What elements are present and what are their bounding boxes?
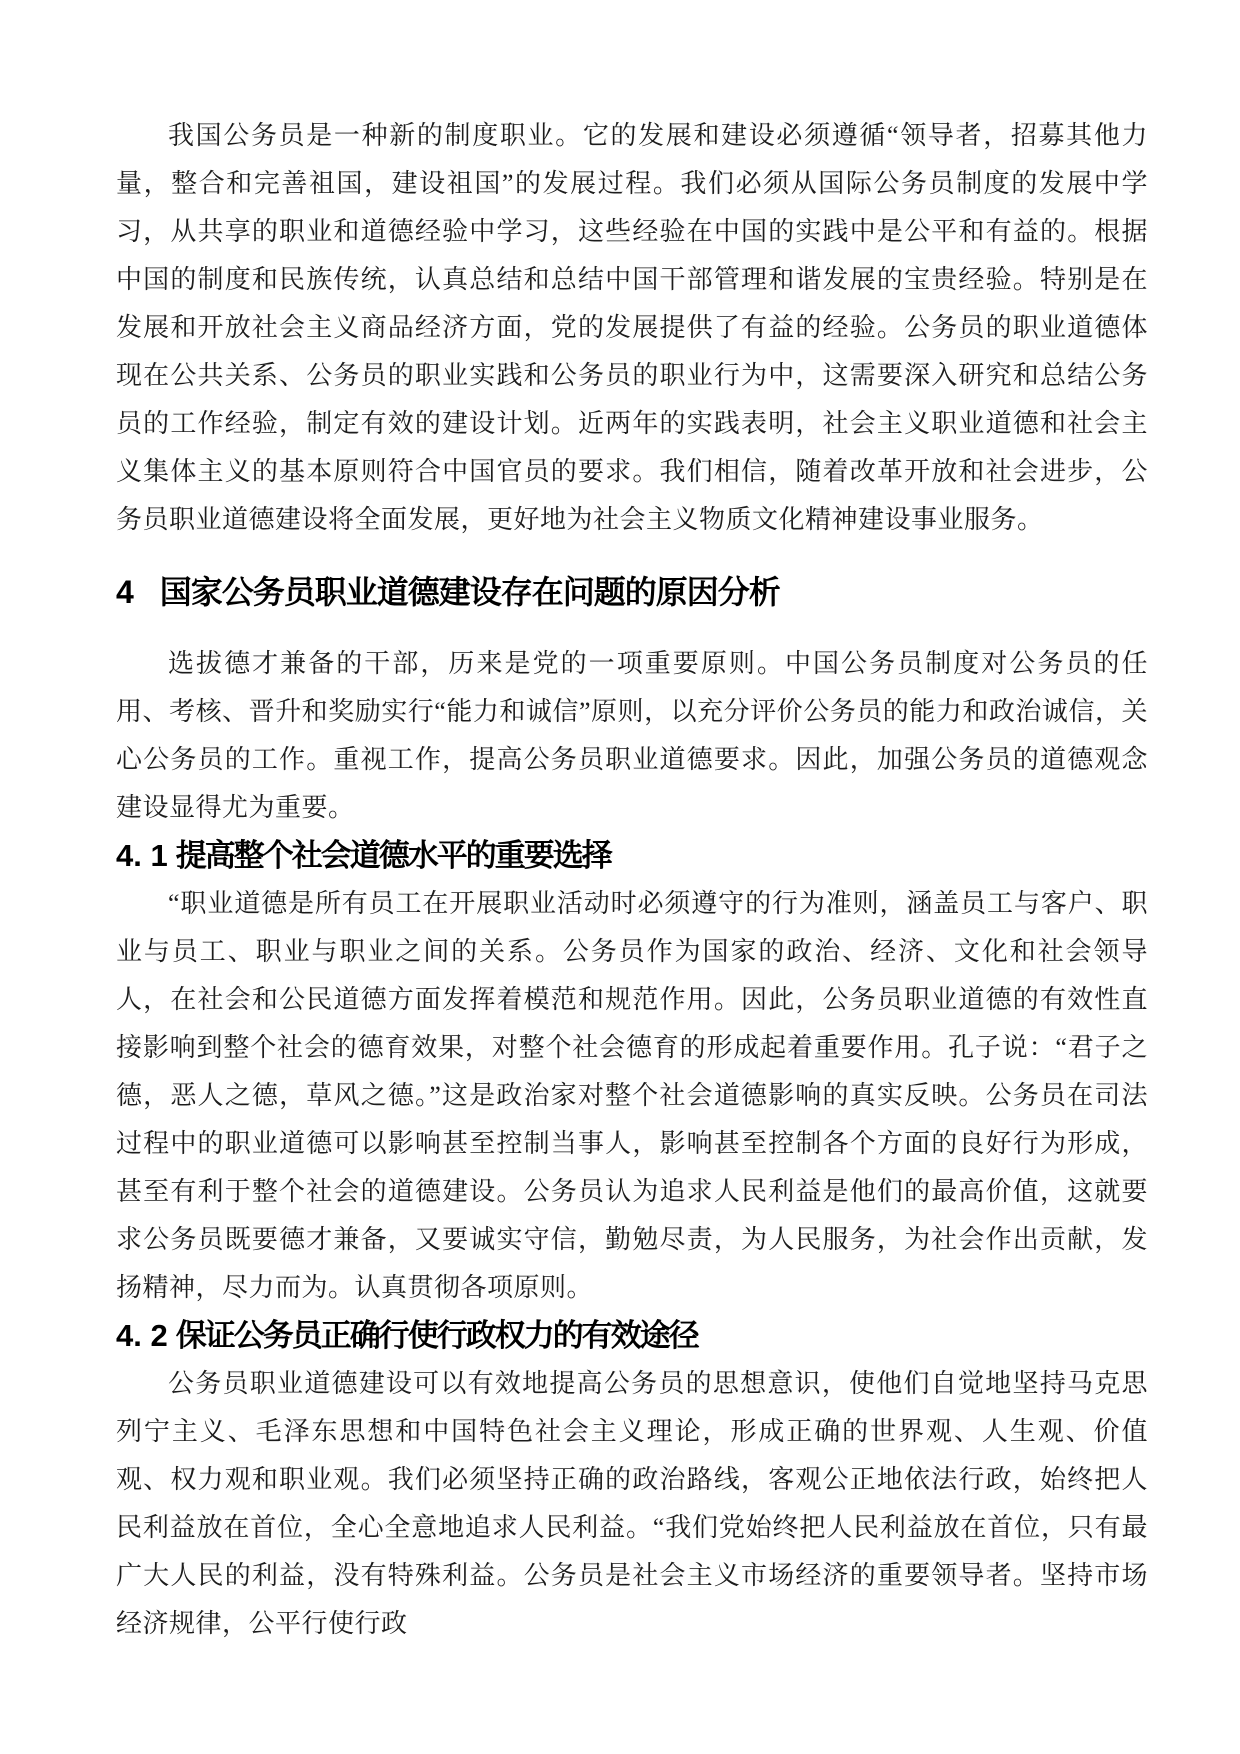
section-4-1-number: 4. 1	[116, 838, 168, 873]
section-4-1-paragraph: “职业道德是所有员工在开展职业活动时必须遵守的行为准则，涵盖员工与客户、职业与员工、职业与职业之间的关系。公务员作为国家的政治、经济、文化和社会领导人，在社会和公民道德方面发挥着模范和规范作用。因此，公务员职业道德的有效性直接影响到整个社会的德育效果，对整个社会德育的形成起着重要作用。孔子说：“君子之德，恶人之德，草风之德。”这是政治家对整个社会道德影响的真实反映。公务员在司法过程中的职业道德可以影响甚至控制当事人，影响甚至控制各个方面的良好行为形成，甚至有利于整个社会的道德建设。公务员认为追求人民利益是他们的最高价值，这就要求公务员既要德才兼备，又要诚实守信，勤勉尽责，为人民服务，为社会作出贡献，发扬精神，尽力而为。认真贯彻各项原则。	[116, 889, 1148, 1302]
section-4-1-heading	[116, 832, 1148, 880]
section-4-heading	[116, 544, 1148, 640]
section-4-number: 4	[116, 574, 134, 610]
section-4-1-title: 提高整个社会道德水平的重要选择	[175, 838, 611, 873]
section-4-2-number: 4. 2	[116, 1318, 168, 1353]
section-4-2-title: 保证公务员正确行使行政权力的有效途径	[175, 1318, 698, 1353]
section-4-2-paragraph: 公务员职业道德建设可以有效地提高公务员的思想意识，使他们自觉地坚持马克思列宁主义、毛泽东思想和中国特色社会主义理论，形成正确的世界观、人生观、价值观、权力观和职业观。我们必须坚持正确的政治路线，客观公正地依法行政，始终把人民利益放在首位，全心全意地追求人民利益。“我们党始终把人民利益放在首位，只有最广大人民的利益，没有特殊利益。公务员是社会主义市场经济的重要领导者。坚持市场经济规律，公平行使行政	[116, 1369, 1148, 1638]
section-4-2-heading	[116, 1312, 1148, 1360]
intro-paragraph: 我国公务员是一种新的制度职业。它的发展和建设必须遵循“领导者，招募其他力量，整合和完善祖国，建设祖国”的发展过程。我们必须从国际公务员制度的发展中学习，从共享的职业和道德经验中学习，这些经验在中国的实践中是公平和有益的。根据中国的制度和民族传统，认真总结和总结中国干部管理和谐发展的宝贵经验。特别是在发展和开放社会主义商品经济方面，党的发展提供了有益的经验。公务员的职业道德体现在公共关系、公务员的职业实践和公务员的职业行为中，这需要深入研究和总结公务员的工作经验，制定有效的建设计划。近两年的实践表明，社会主义职业道德和社会主义集体主义的基本原则符合中国官员的要求。我们相信，随着改革开放和社会进步，公务员职业道德建设将全面发展，更好地为社会主义物质文化精神建设事业服务。	[116, 121, 1148, 534]
section-4-paragraph: 选拔德才兼备的干部，历来是党的一项重要原则。中国公务员制度对公务员的任用、考核、晋升和奖励实行“能力和诚信”原则，以充分评价公务员的能力和政治诚信，关心公务员的工作。重视工作，提高公务员职业道德要求。因此，加强公务员的道德观念建设显得尤为重要。	[116, 649, 1148, 822]
section-4-title: 国家公务员职业道德建设存在问题的原因分析	[159, 574, 780, 610]
